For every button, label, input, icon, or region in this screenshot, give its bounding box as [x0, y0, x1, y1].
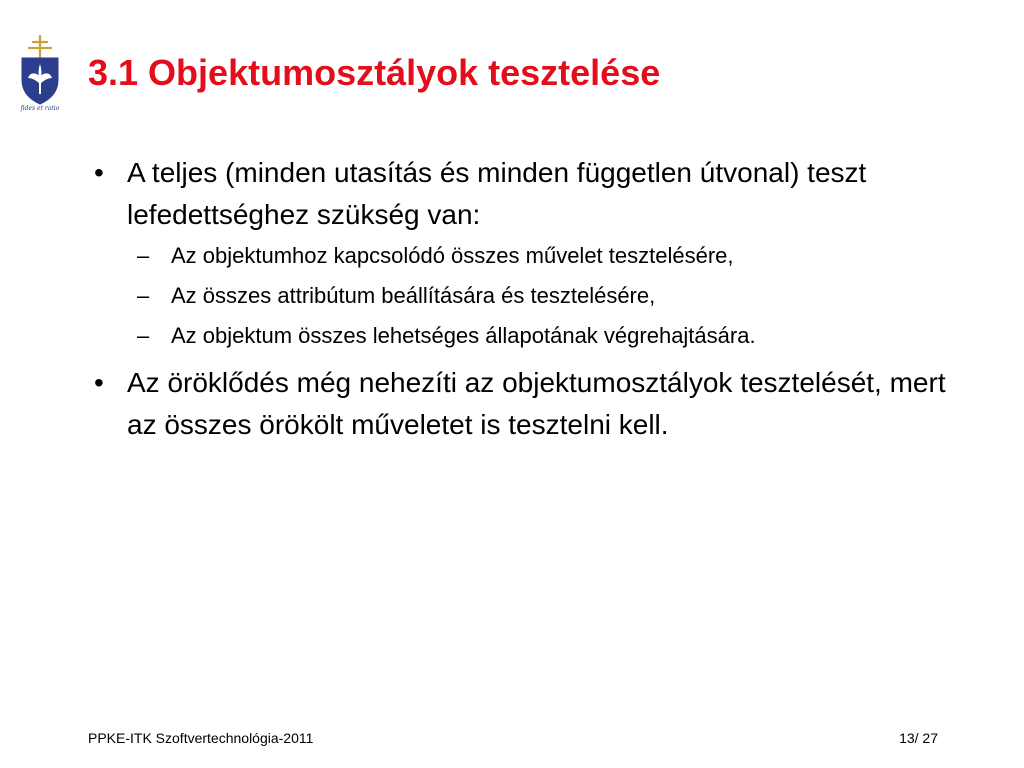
bullet-text: A teljes (minden utasítás és minden független útvonal) teszt lefedettséghez szükség van:: [127, 157, 867, 230]
university-crest-icon: [14, 34, 66, 112]
sub-bullet-text: Az összes attribútum beállítására és tesztelésére,: [171, 283, 656, 308]
bullet-item: [94, 152, 974, 236]
bullet-icon: •: [94, 367, 104, 398]
sub-bullet-item: [94, 276, 974, 316]
dash-icon: –: [137, 323, 150, 348]
bullet-text: Az öröklődés még nehezíti az objektumosztályok tesztelését, mert az összes örökölt műveletet is tesztelni kell.: [127, 367, 946, 440]
sub-bullet-item: [94, 236, 974, 276]
dash-icon: –: [137, 283, 150, 308]
crest-motto: fides et ratio: [20, 105, 60, 112]
slide-title: 3.1 Objektumosztályok tesztelése: [88, 52, 661, 93]
sub-bullet-text: Az objektum összes lehetséges állapotának végrehajtására.: [171, 323, 756, 348]
sub-bullet-item: [94, 316, 974, 356]
footer-page-number: 13/ 27: [899, 730, 938, 746]
footer-course: PPKE-ITK Szoftvertechnológia-2011: [88, 730, 314, 746]
bullet-item: [94, 362, 974, 446]
sub-bullet-text: Az objektumhoz kapcsolódó összes művelet tesztelésére,: [171, 243, 734, 268]
slide-content: [94, 152, 974, 446]
bullet-icon: •: [94, 157, 104, 188]
dash-icon: –: [137, 243, 150, 268]
